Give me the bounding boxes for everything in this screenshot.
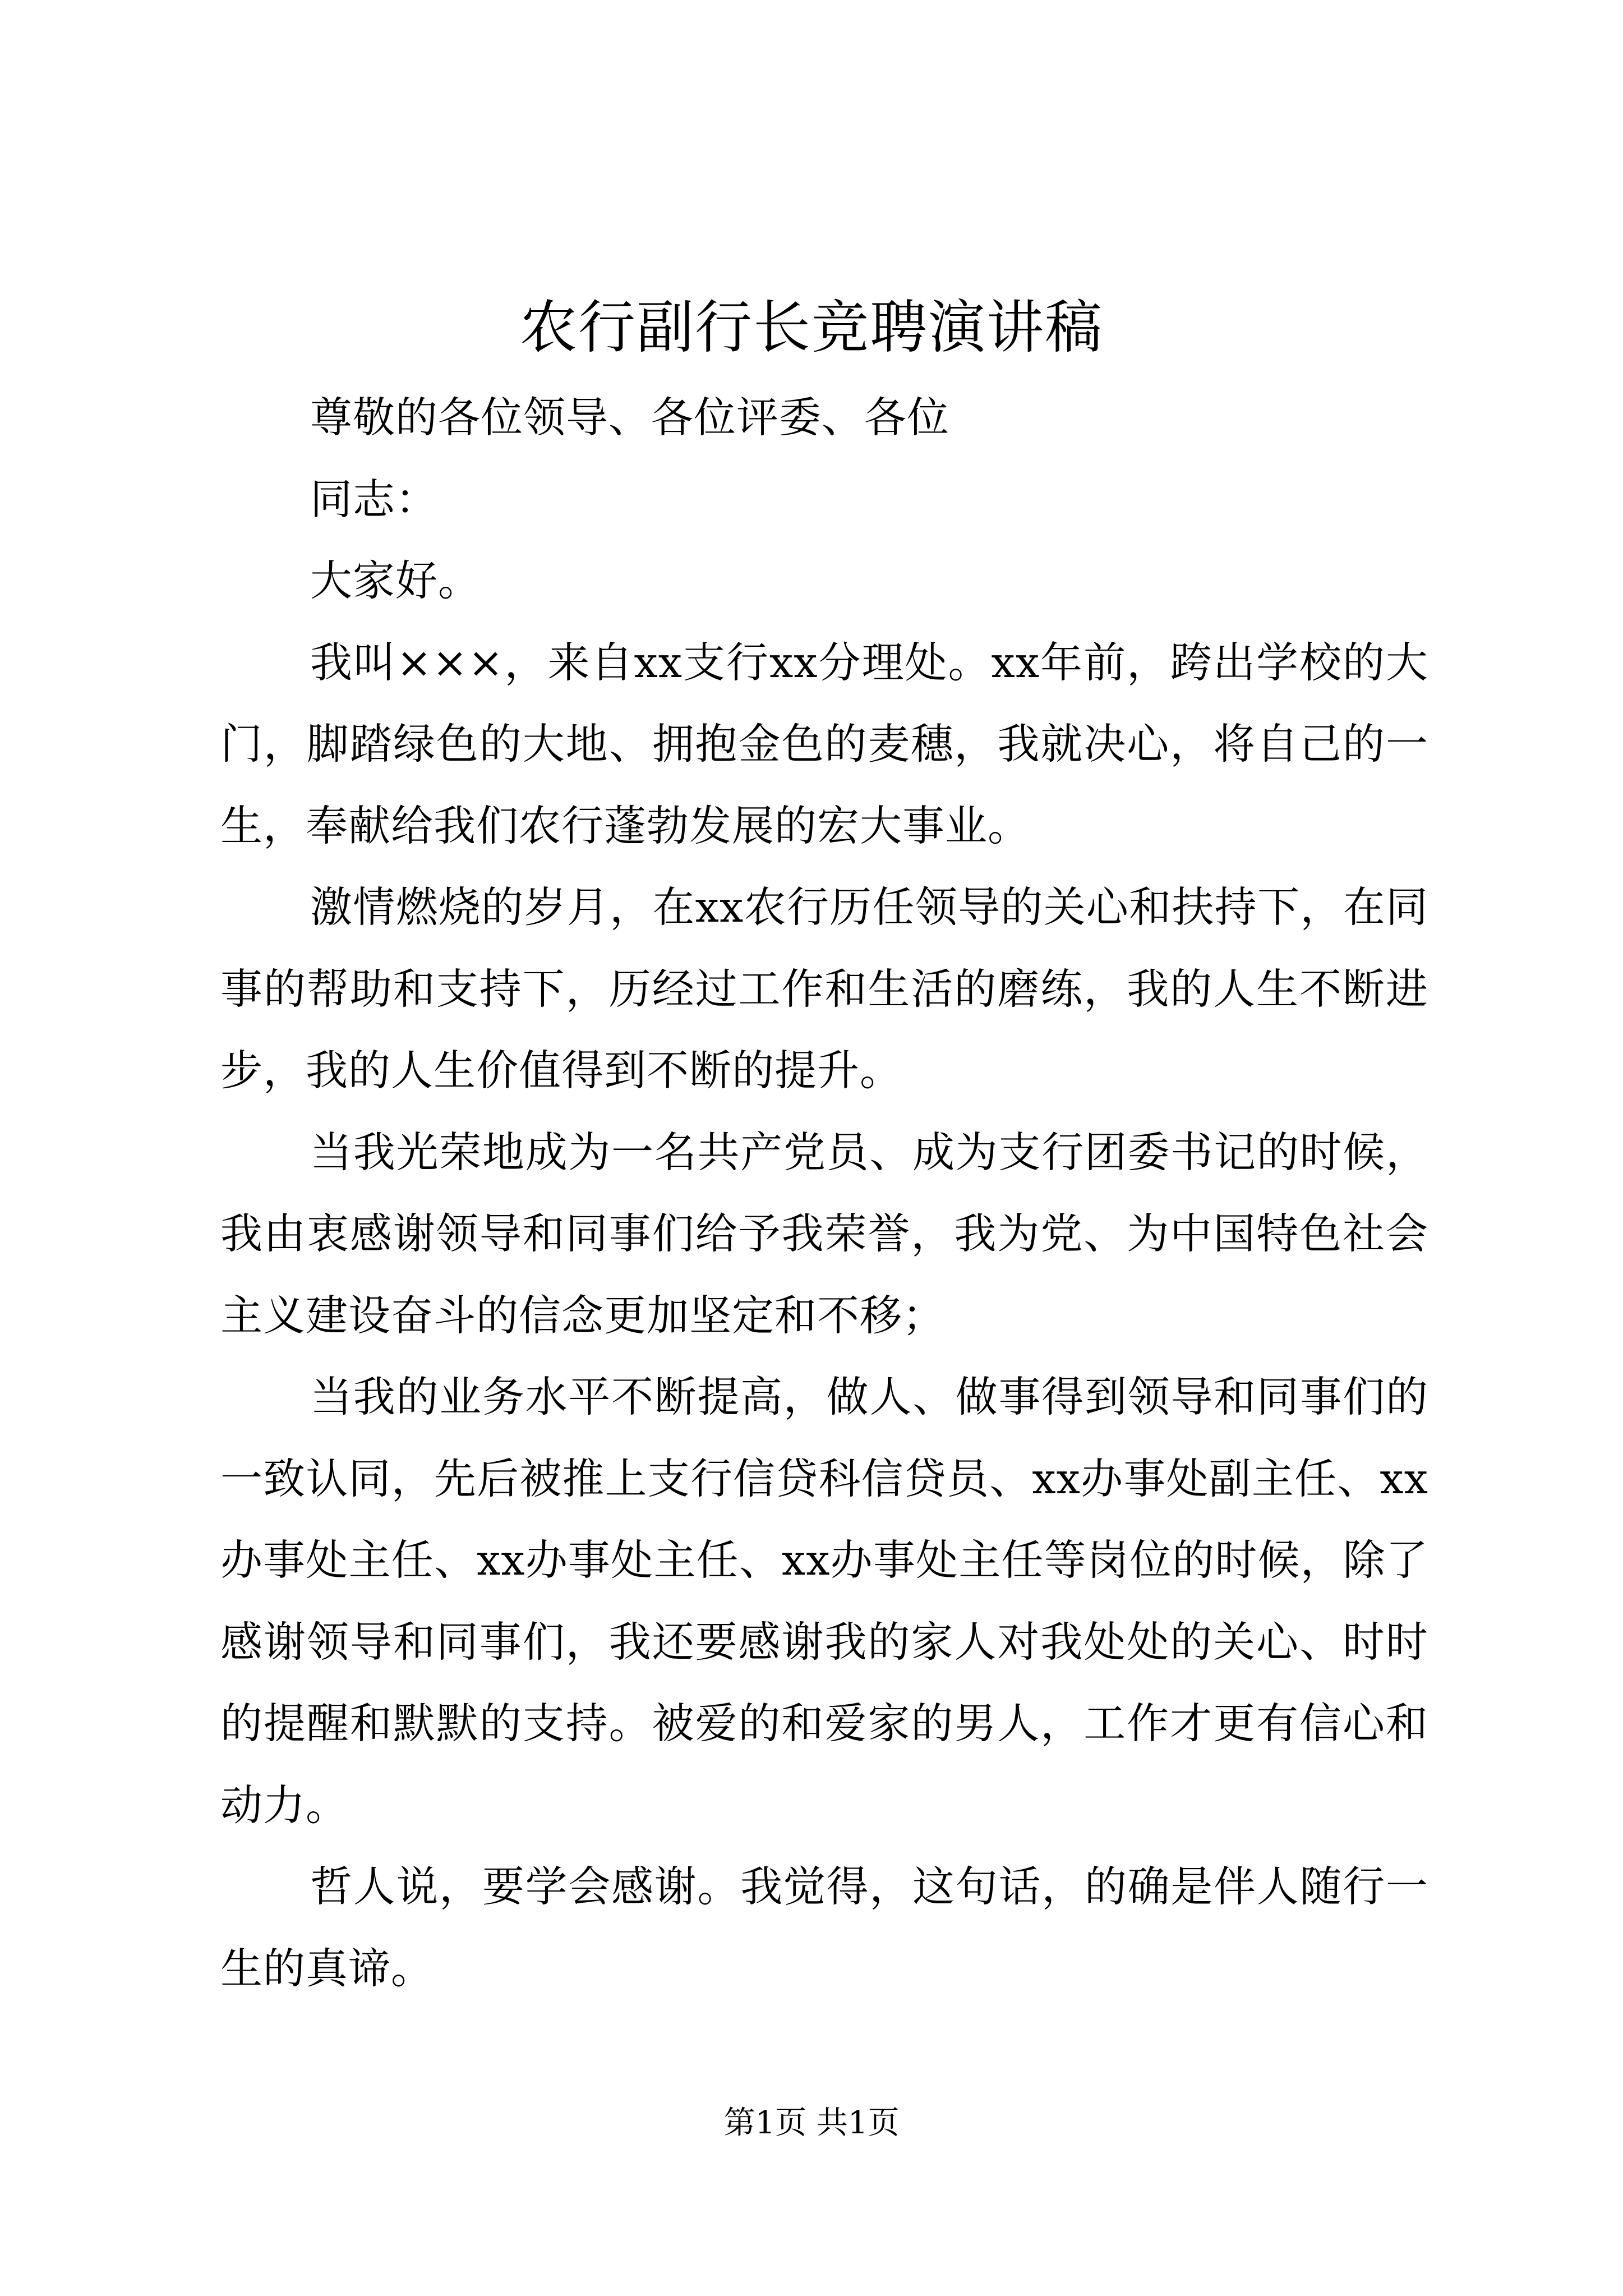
paragraph-salutation: 尊敬的各位领导、各位评委、各位 xyxy=(310,393,950,442)
document-title: 农行副行长竞聘演讲稿 xyxy=(520,295,1103,361)
paragraph-growth: 激情燃烧的岁月，在xx农行历任领导的关心和扶持下，在同事的帮助和支持下，历经过工作和生活的磨练，我的人生不断进步，我的人生价值得到不断的提升。 xyxy=(220,882,1428,1095)
document-body xyxy=(220,377,1428,2009)
paragraph-party-member: 当我光荣地成为一名共产党员、成为支行团委书记的时候，我由衷感谢领导和同事们给予我荣誉，我为党、为中国特色社会主义建设奋斗的信念更加坚定和不移； xyxy=(220,1127,1428,1340)
paragraph-salutation-cont: 同志： xyxy=(310,474,439,524)
paragraph-gratitude: 哲人说，要学会感谢。我觉得，这句话，的确是伴人随行一生的真谛。 xyxy=(220,1862,1428,1993)
paragraph-career: 当我的业务水平不断提高，做人、做事得到领导和同事们的一致认同，先后被推上支行信贷科信贷员、xx办事处副主任、xx办事处主任、xx办事处主任、xx办事处主任等岗位的时候，除了感谢领导和同事们，我还要感谢我的家人对我处处的关心、时时的提醒和默默的支持。被爱的和爱家的男人，工作才更有信心和动力。 xyxy=(220,1372,1428,1830)
page-number-footer: 第1页 共1页 xyxy=(723,2105,900,2141)
paragraph-introduction: 我叫×××，来自xx支行xx分理处。xx年前，跨出学校的大门，脚踏绿色的大地、拥抱金色的麦穗，我就决心，将自己的一生，奉献给我们农行蓬勃发展的宏大事业。 xyxy=(220,637,1428,850)
paragraph-greeting: 大家好。 xyxy=(310,556,481,605)
